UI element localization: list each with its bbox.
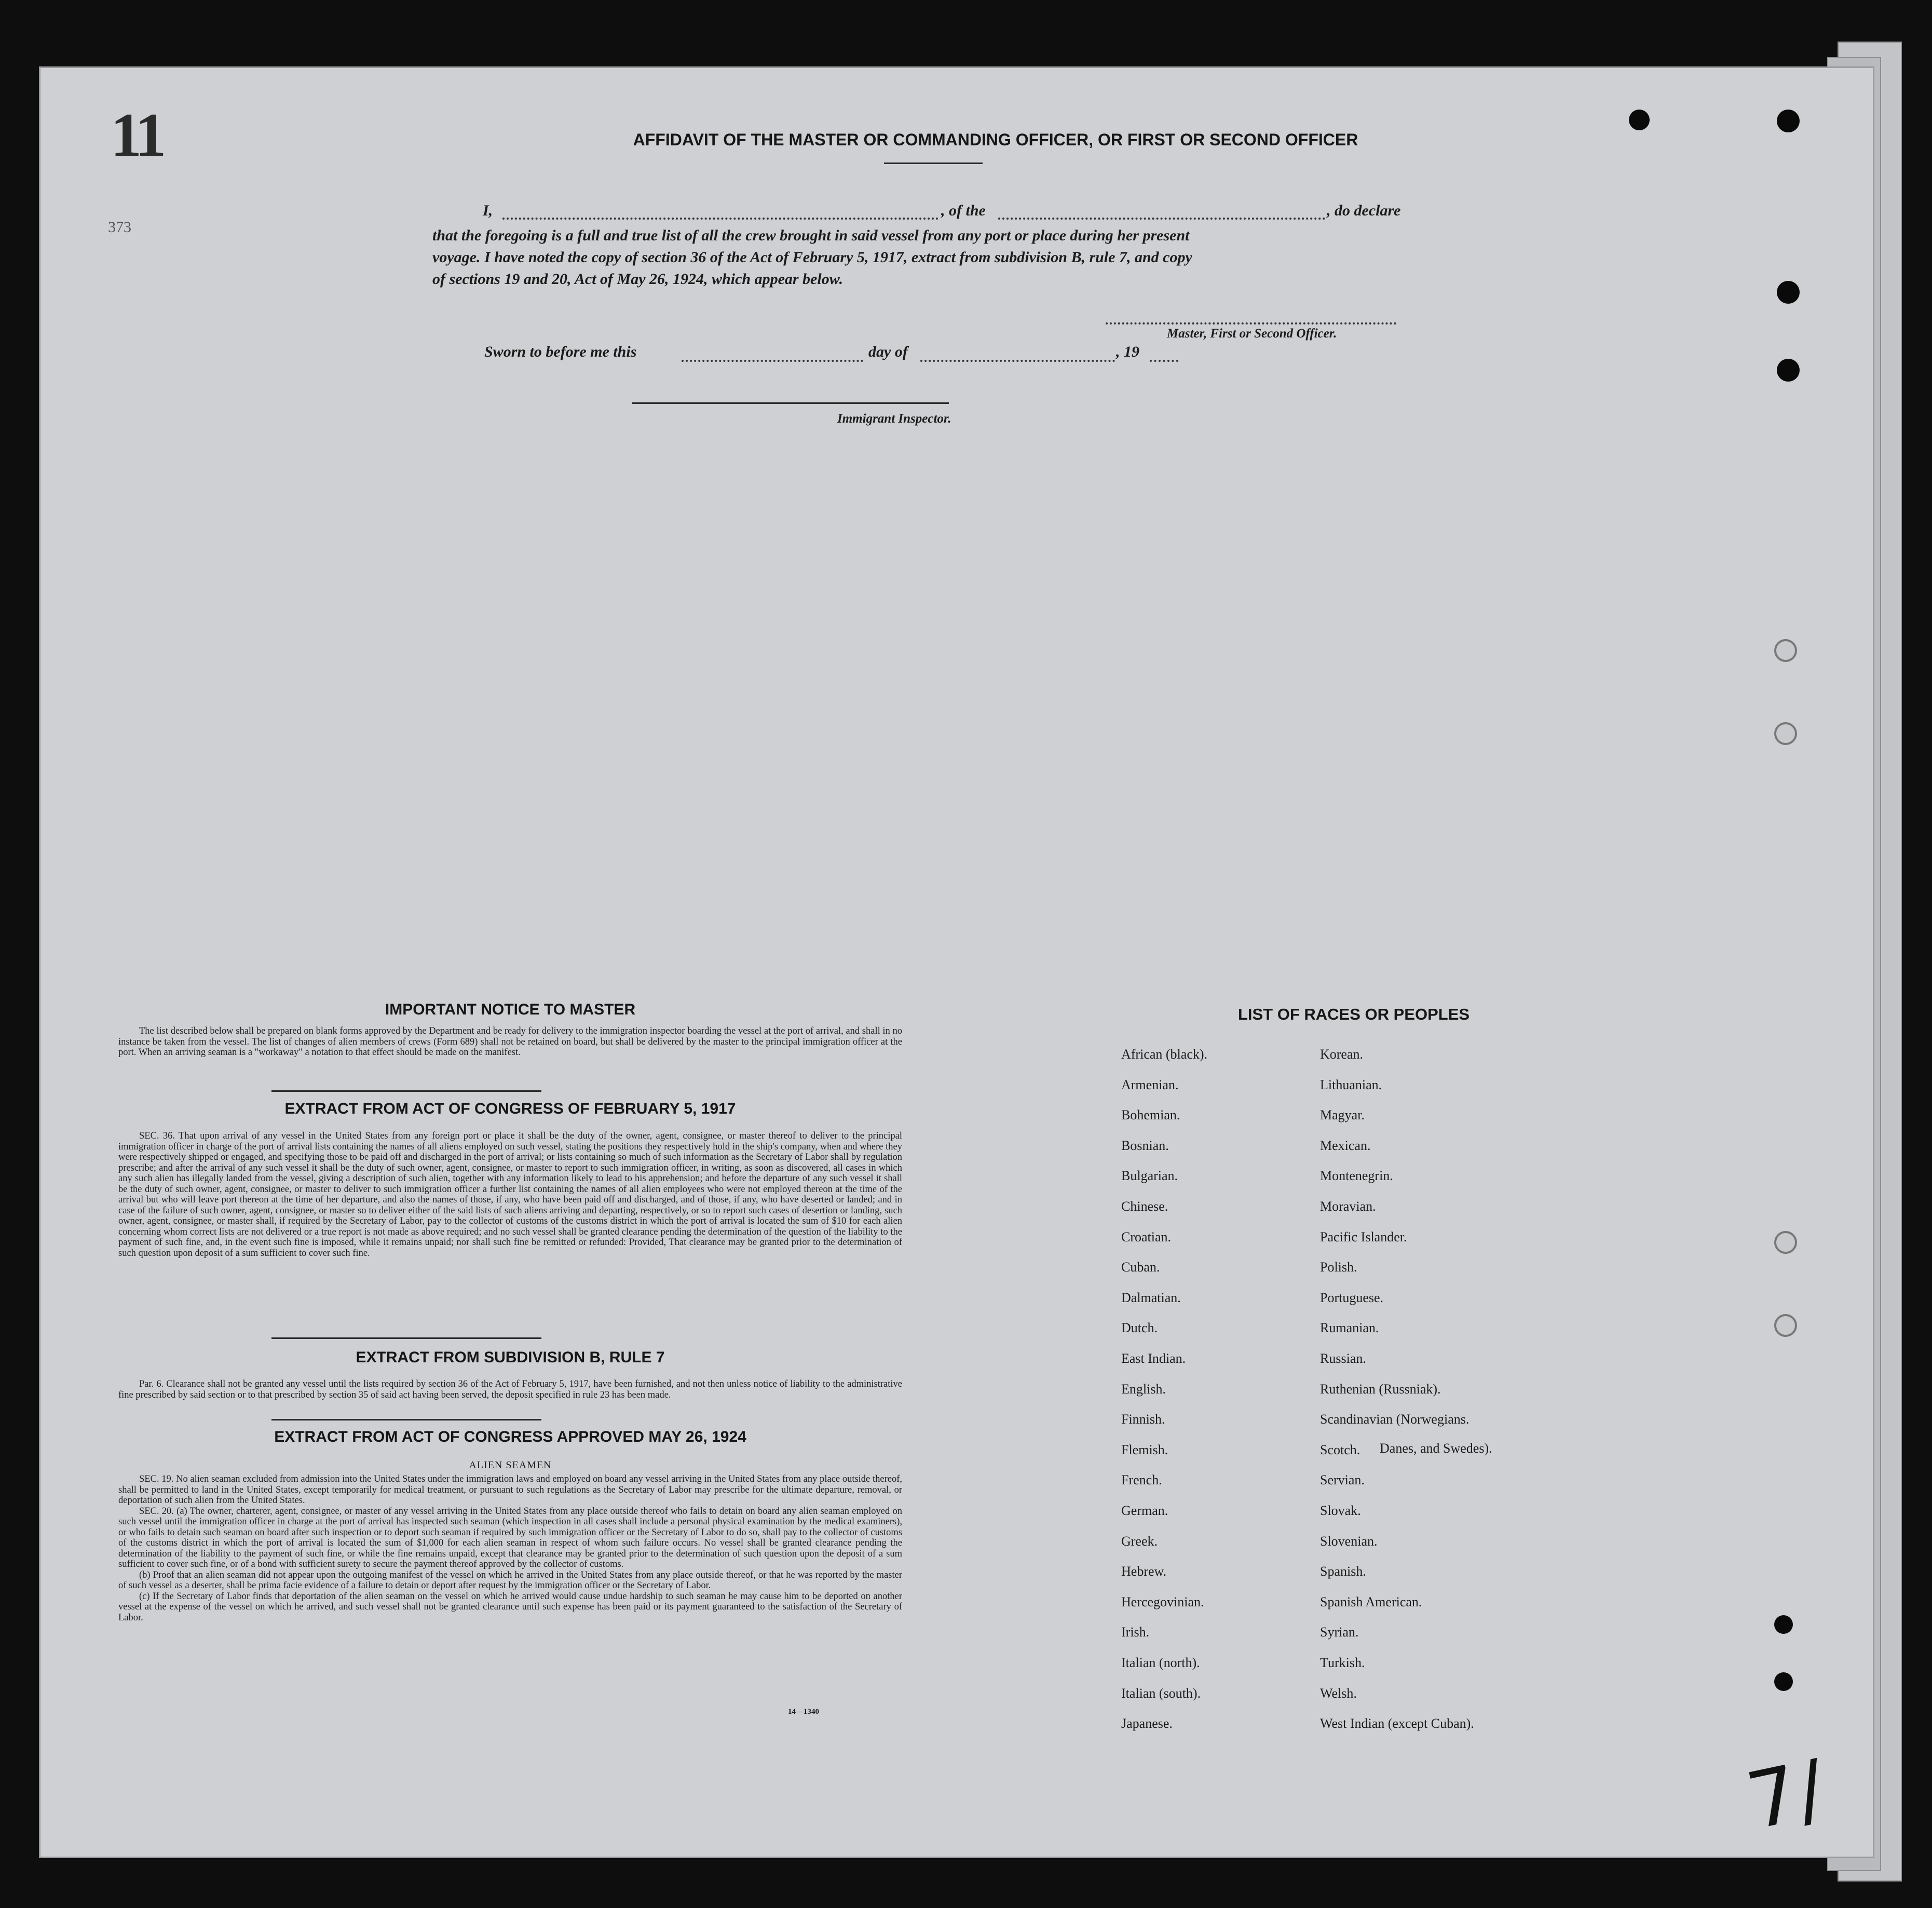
race-item: Moravian. bbox=[1320, 1199, 1376, 1214]
race-item: Armenian. bbox=[1121, 1077, 1179, 1092]
race-item: Scandinavian (Norwegians. bbox=[1320, 1412, 1470, 1427]
binder-hole bbox=[1777, 110, 1800, 132]
race-item: Italian (north). bbox=[1121, 1655, 1200, 1670]
race-item: Croatian. bbox=[1121, 1229, 1172, 1244]
race-item: Lithuanian. bbox=[1320, 1077, 1382, 1092]
race-item: East Indian. bbox=[1121, 1351, 1186, 1366]
sec20b-text: (b) Proof that an alien seaman did not appear upon the outgoing manifest of the vessel on which he arrived in the United States from any place outside thereof, or that he was reported by the master of such vessel as a deserter, shall be prima facie evidence of a failure to detain or deport after request by the immigration officer or the Secretary of Labor. bbox=[118, 1569, 902, 1591]
affidavit-line-2: that the foregoing is a full and true list of all the crew brought in said vessel from any port or place during her present bbox=[432, 227, 1190, 244]
race-item: Japanese. bbox=[1121, 1716, 1173, 1731]
affidavit-do-declare-label: , do declare bbox=[1327, 202, 1401, 219]
race-item: Slovak. bbox=[1320, 1503, 1361, 1518]
race-item: Ruthenian (Russniak). bbox=[1320, 1381, 1441, 1397]
inspector-label: Immigrant Inspector. bbox=[837, 412, 951, 426]
sec20c-text: (c) If the Secretary of Labor finds that deportation of the alien seaman on the vessel on which he arrived would cause undue hardship to such seaman he may cause him to be deported on another vessel at the expense of the vessel on which he arrived, and such vessel shall not be granted clearance until such expense has been paid or its payment guaranteed to the satisfaction of the Secretary of Labor. bbox=[118, 1591, 902, 1623]
race-item: Montenegrin. bbox=[1320, 1168, 1393, 1184]
race-item: Italian (south). bbox=[1121, 1685, 1201, 1701]
officer-signature-field[interactable] bbox=[1106, 322, 1396, 324]
inspector-signature-line[interactable] bbox=[632, 402, 949, 404]
binder-hole bbox=[1774, 1615, 1793, 1634]
binder-hole bbox=[1629, 110, 1650, 130]
extract1-body: SEC. 36. That upon arrival of any vessel in the United States from any foreign port or place it shall be the duty of the owner, agent, consignee, or master thereof to deliver to the principal immigration officer in charge of the port of arrival lists containing the names of all aliens employed on such vessel, stating the positions they respectively hold in the ship's company, when and where they were respectively shipped or engaged, and specifying those to be paid off and discharged in the port of arrival; or lists containing so much of such information as the Secretary of Labor shall by regulation prescribe; and after the arrival of any such vessel it shall be the duty of such owner, agent, consignee, or master to report to such immigration officer, in writing, as soon as discovered, all cases in which any such alien has illegally landed from the vessel, giving a description of such alien, together with any information likely to lead to his apprehension; and before the departure of any such vessel it shall be the duty of such owner, agent, consignee, or master to deliver to such immigration officer a further list containing the names of all alien employees who were not employed thereon at the time of the arrival but who will leave port thereon at the time of her departure, and also the names of those, if any, who have been paid off and discharged, and of those, if any, who have deserted or landed; and in case of the failure of such owner, agent, consignee, or master so to deliver either of the said lists of such aliens arriving and departing, respectively, or so to report such cases of desertion or landing, such owner, agent, consignee, or master shall, if required by the Secretary of Labor, pay to the collector of customs of the customs district in which the port of arrival is located the sum of $10 for each alien concerning whom correct lists are not delivered or a true report is not made as above required; and no such vessel shall be granted clearance pending the determination of the question of the liability to the payment of such fine, and, in the event such fine is imposed, while it remains unpaid; nor shall such fine be remitted or refunded: Provided, That clearance may be granted prior to the determination of such question upon deposit of a sum sufficient to cover such fine. bbox=[118, 1131, 902, 1259]
manifest-page bbox=[39, 66, 1874, 1858]
race-item: Bulgarian. bbox=[1121, 1168, 1178, 1184]
extract1-title: EXTRACT FROM ACT OF CONGRESS OF FEBRUARY 5, 1917 bbox=[284, 1100, 736, 1117]
signature-label: Master, First or Second Officer. bbox=[1167, 327, 1337, 341]
race-continuation: Danes, and Swedes). bbox=[1380, 1441, 1492, 1456]
race-item: Russian. bbox=[1320, 1351, 1366, 1366]
extract3-body bbox=[118, 1474, 902, 1623]
form-number: 14—1340 bbox=[788, 1708, 819, 1716]
race-item: Dalmatian. bbox=[1121, 1290, 1181, 1305]
affidavit-title: AFFIDAVIT OF THE MASTER OR COMMANDING OFFICER, OR FIRST OR SECOND OFFICER bbox=[633, 130, 1358, 149]
notice-rule bbox=[271, 1090, 541, 1092]
race-item: Bosnian. bbox=[1121, 1138, 1169, 1153]
sworn-month-field[interactable] bbox=[920, 360, 1115, 362]
extract3-subtitle: ALIEN SEAMEN bbox=[469, 1459, 552, 1471]
binder-hole bbox=[1774, 1672, 1793, 1691]
race-item: Turkish. bbox=[1320, 1655, 1365, 1670]
sworn-label: Sworn to before me this bbox=[484, 343, 637, 360]
sec19-text: SEC. 19. No alien seaman excluded from admission into the United States under the immigration laws and employed on board any vessel arriving in the United States from any place outside thereof, shall be permitted to land in the United States, except temporarily for medical treatment, or pursuant to such regulations as the Secretary of Labor may prescribe for the ultimate departure, removal, or deportation of such alien from the United States. bbox=[118, 1474, 902, 1506]
race-item: West Indian (except Cuban). bbox=[1320, 1716, 1474, 1731]
binder-hole bbox=[1774, 1314, 1797, 1337]
race-item: Korean. bbox=[1320, 1047, 1364, 1062]
race-item: Bohemian. bbox=[1121, 1107, 1180, 1123]
race-item: Servian. bbox=[1320, 1472, 1365, 1488]
year-label: , 19 bbox=[1116, 343, 1139, 360]
binder-hole bbox=[1777, 281, 1800, 304]
race-item: Flemish. bbox=[1121, 1442, 1168, 1457]
race-item: Greek. bbox=[1121, 1533, 1158, 1549]
sworn-year-field[interactable] bbox=[1150, 360, 1178, 362]
race-item: Welsh. bbox=[1320, 1685, 1357, 1701]
race-item: Syrian. bbox=[1320, 1625, 1359, 1640]
races-title: LIST OF RACES OR PEOPLES bbox=[1237, 1005, 1470, 1023]
master-name-field[interactable] bbox=[502, 218, 938, 220]
race-item: Scotch. bbox=[1320, 1442, 1360, 1457]
race-item: Spanish. bbox=[1320, 1564, 1366, 1579]
affidavit-line-4: of sections 19 and 20, Act of May 26, 1924, which appear below. bbox=[432, 270, 843, 288]
affidavit-of-the-label: , of the bbox=[941, 202, 986, 219]
race-item: Hercegovinian. bbox=[1121, 1594, 1204, 1609]
binder-hole bbox=[1774, 639, 1797, 662]
sworn-day-field[interactable] bbox=[682, 360, 863, 362]
race-item: Mexican. bbox=[1320, 1138, 1371, 1153]
day-of-label: day of bbox=[868, 343, 908, 360]
notice-body: The list described below shall be prepared on blank forms approved by the Department and be ready for delivery to the immigration inspector boarding the vessel at the port of arrival, and shall in no instance be taken from the vessel. The list of changes of alien members of crews (Form 689) shall not be retained on board, but shall be delivered by the master to the principal immigration officer at the port. When an arriving seaman is a "workaway" a notation to that effect should be made on the manifest. bbox=[118, 1026, 902, 1058]
race-item: Pacific Islander. bbox=[1320, 1229, 1407, 1244]
stamp-number: 11 bbox=[111, 100, 164, 169]
race-item: Portuguese. bbox=[1320, 1290, 1384, 1305]
race-item: Irish. bbox=[1121, 1625, 1150, 1640]
race-item: Slovenian. bbox=[1320, 1533, 1378, 1549]
stamp-small: 373 bbox=[108, 219, 131, 236]
affidavit-title-rule bbox=[884, 163, 983, 164]
race-item: Dutch. bbox=[1121, 1320, 1158, 1336]
extract3-title: EXTRACT FROM ACT OF CONGRESS APPROVED MAY 26, 1924 bbox=[274, 1428, 746, 1445]
vessel-name-field[interactable] bbox=[998, 218, 1325, 220]
binder-hole bbox=[1774, 722, 1797, 745]
race-item: Spanish American. bbox=[1320, 1594, 1422, 1609]
extract2-title: EXTRACT FROM SUBDIVISION B, RULE 7 bbox=[356, 1349, 665, 1366]
binder-hole bbox=[1777, 359, 1800, 382]
handwritten-page-mark: 7/ bbox=[1739, 1743, 1833, 1848]
extract1-rule bbox=[271, 1337, 541, 1339]
race-item: Polish. bbox=[1320, 1260, 1357, 1275]
race-item: Finnish. bbox=[1121, 1412, 1165, 1427]
race-item: Hebrew. bbox=[1121, 1564, 1167, 1579]
affidavit-i-label: I, bbox=[483, 202, 493, 219]
notice-title: IMPORTANT NOTICE TO MASTER bbox=[385, 1001, 636, 1018]
race-item: English. bbox=[1121, 1381, 1166, 1397]
race-item: Cuban. bbox=[1121, 1260, 1160, 1275]
race-item: African (black). bbox=[1121, 1047, 1208, 1062]
extract2-body: Par. 6. Clearance shall not be granted any vessel until the lists required by section 36 of the Act of February 5, 1917, have been furnished, and not then unless notice of liability to the administrative fine prescribed by said section or to that prescribed by section 35 of said act having been served, the deposit specified in rule 23 has been made. bbox=[118, 1379, 902, 1400]
race-item: Chinese. bbox=[1121, 1199, 1168, 1214]
extract2-rule bbox=[271, 1419, 541, 1420]
race-item: German. bbox=[1121, 1503, 1168, 1518]
race-item: Rumanian. bbox=[1320, 1320, 1379, 1336]
race-item: French. bbox=[1121, 1472, 1162, 1488]
race-item: Magyar. bbox=[1320, 1107, 1365, 1123]
affidavit-line-3: voyage. I have noted the copy of section 36 of the Act of February 5, 1917, extract from subdivision B, rule 7, and copy bbox=[432, 249, 1192, 266]
binder-hole bbox=[1774, 1231, 1797, 1254]
sec20a-text: SEC. 20. (a) The owner, charterer, agent, consignee, or master of any vessel arriving in the United States from any place outside thereof who fails to detain on board any alien seaman employed on such vessel until the immigration officer in charge at the port of arrival has inspected such seaman (which inspection in all cases shall include a personal physical examination by the medical examiners), or who fails to detain such seaman on board after such inspection or to deport such seaman if required by such immigration officer or the Secretary of Labor to do so, shall pay to the collector of customs of the customs district in which the port of arrival is located the sum of $1,000 for each alien seaman in respect of whom such failure occurs. No vessel shall be granted clearance pending the determination of the liability to the payment of such fine, or while the fine remains unpaid, except that clearance may be granted prior to the determination of such question upon the deposit of a sum sufficient to cover such fine, or of a bond with sufficient surety to secure the payment thereof approved by the collector of customs. bbox=[118, 1506, 902, 1569]
